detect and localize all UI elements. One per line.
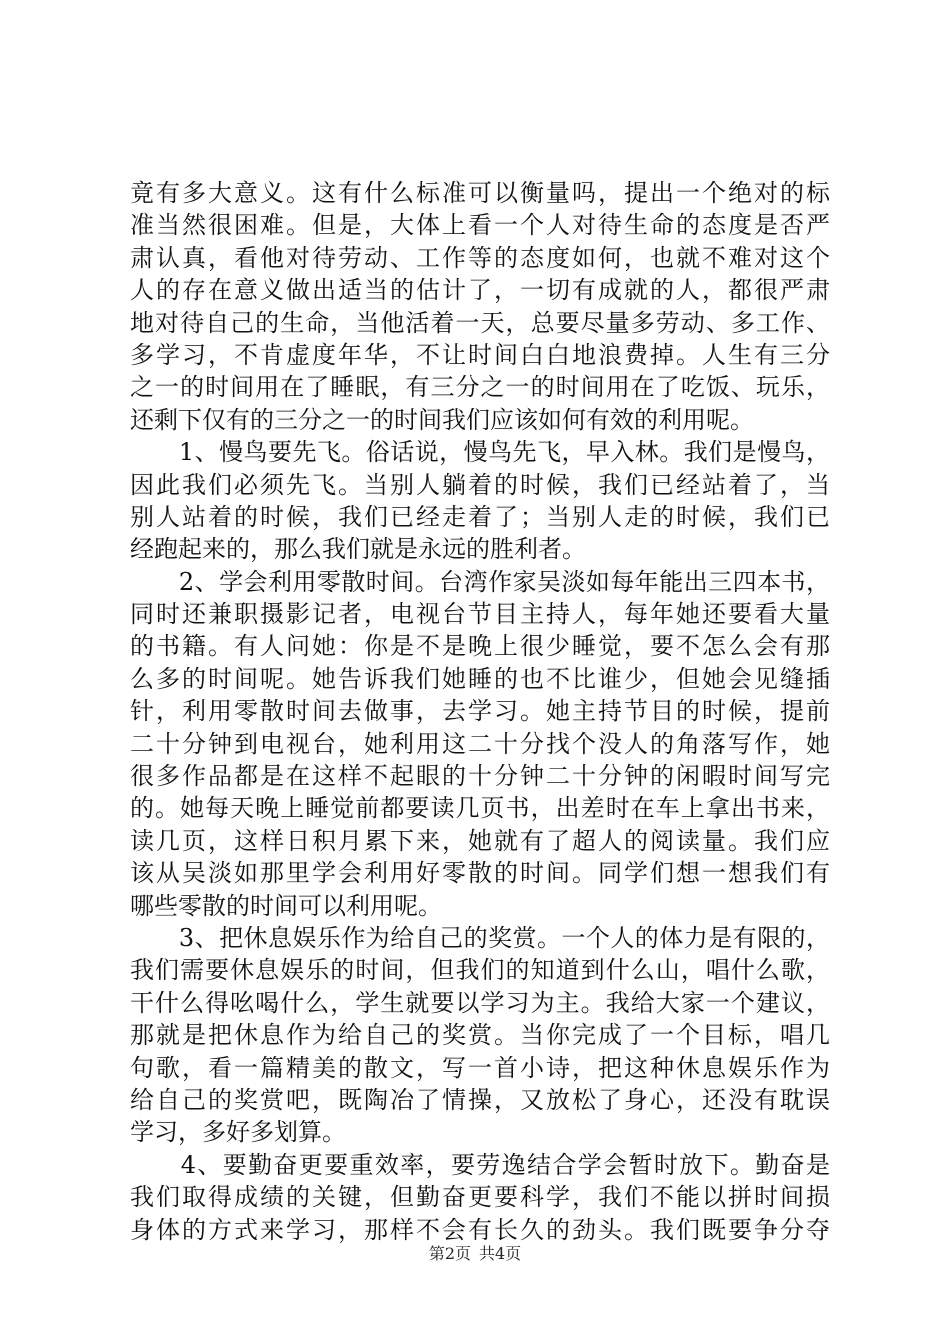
text-line: 别人站着的时候，我们已经走着了；当别人走的时候，我们已 (130, 502, 830, 531)
text-line: 句歌，看一篇精美的散文，写一首小诗，把这种休息娱乐作为 (130, 1053, 830, 1082)
text-line: 我们需要休息娱乐的时间，但我们的知道到什么山，唱什么歌， (130, 956, 830, 985)
text-line: 我们取得成绩的关键，但勤奋更要科学，我们不能以拼时间损 (130, 1183, 830, 1212)
text-line: 1、慢鸟要先飞。俗话说，慢鸟先飞，早入林。我们是慢鸟， (130, 438, 830, 467)
text-line: 哪些零散的时间可以利用呢。 (130, 891, 442, 920)
text-line: 么多的时间呢。她告诉我们她睡的也不比谁少，但她会见缝插 (130, 664, 830, 693)
text-line: 因此我们必须先飞。当别人躺着的时候，我们已经站着了，当 (130, 470, 830, 499)
text-line: 的书籍。有人问她：你是不是晚上很少睡觉，要不怎么会有那 (130, 632, 830, 661)
text-line: 同时还兼职摄影记者，电视台节目主持人，每年她还要看大量 (130, 600, 830, 629)
text-line: 肃认真，看他对待劳动、工作等的态度如何，也就不难对这个 (130, 243, 830, 272)
text-line: 4、要勤奋更要重效率，要劳逸结合学会暂时放下。勤奋是 (130, 1150, 830, 1179)
text-line: 干什么得吆喝什么，学生就要以学习为主。我给大家一个建议， (130, 988, 830, 1017)
page-total: 共4页 (479, 1244, 522, 1263)
body-text (130, 177, 830, 1246)
text-line: 之一的时间用在了睡眠，有三分之一的时间用在了吃饭、玩乐， (130, 373, 830, 402)
text-line: 准当然很困难。但是，大体上看一个人对待生命的态度是否严 (130, 211, 830, 240)
text-line: 还剩下仅有的三分之一的时间我们应该如何有效的利用呢。 (130, 405, 754, 434)
text-line: 读几页，这样日积月累下来，她就有了超人的阅读量。我们应 (130, 826, 830, 855)
text-line: 很多作品都是在这样不起眼的十分钟二十分钟的闲暇时间写完 (130, 762, 830, 791)
text-line: 经跑起来的，那么我们就是永远的胜利者。 (130, 535, 586, 564)
text-line: 二十分钟到电视台，她利用这二十分找个没人的角落写作，她 (130, 729, 830, 758)
text-line: 给自己的奖赏吧，既陶冶了情操，又放松了身心，还没有耽误 (130, 1085, 830, 1114)
text-line: 地对待自己的生命，当他活着一天，总要尽量多劳动、多工作、 (130, 308, 830, 337)
text-line: 学习，多好多划算。 (130, 1118, 346, 1147)
text-line: 人的存在意义做出适当的估计了，一切有成就的人，都很严肃 (130, 276, 830, 305)
text-line: 多学习，不肯虚度年华，不让时间白白地浪费掉。人生有三分 (130, 340, 830, 369)
text-line: 身体的方式来学习，那样不会有长久的劲头。我们既要争分夺 (130, 1215, 830, 1244)
page-number: 第2页 (428, 1244, 471, 1263)
text-line: 那就是把休息作为给自己的奖赏。当你完成了一个目标，唱几 (130, 1021, 830, 1050)
text-line: 竟有多大意义。这有什么标准可以衡量吗，提出一个绝对的标 (130, 179, 830, 207)
text-line: 3、把休息娱乐作为给自己的奖赏。一个人的体力是有限的， (130, 923, 830, 952)
text-line: 针，利用零散时间去做事，去学习。她主持节目的时候，提前 (130, 697, 830, 726)
text-line: 的。她每天晚上睡觉前都要读几页书，出差时在车上拿出书来， (130, 794, 830, 823)
text-line: 该从吴淡如那里学会利用好零散的时间。同学们想一想我们有 (130, 859, 830, 888)
page-footer (0, 1244, 950, 1264)
text-line: 2、学会利用零散时间。台湾作家吴淡如每年能出三四本书， (130, 567, 830, 596)
